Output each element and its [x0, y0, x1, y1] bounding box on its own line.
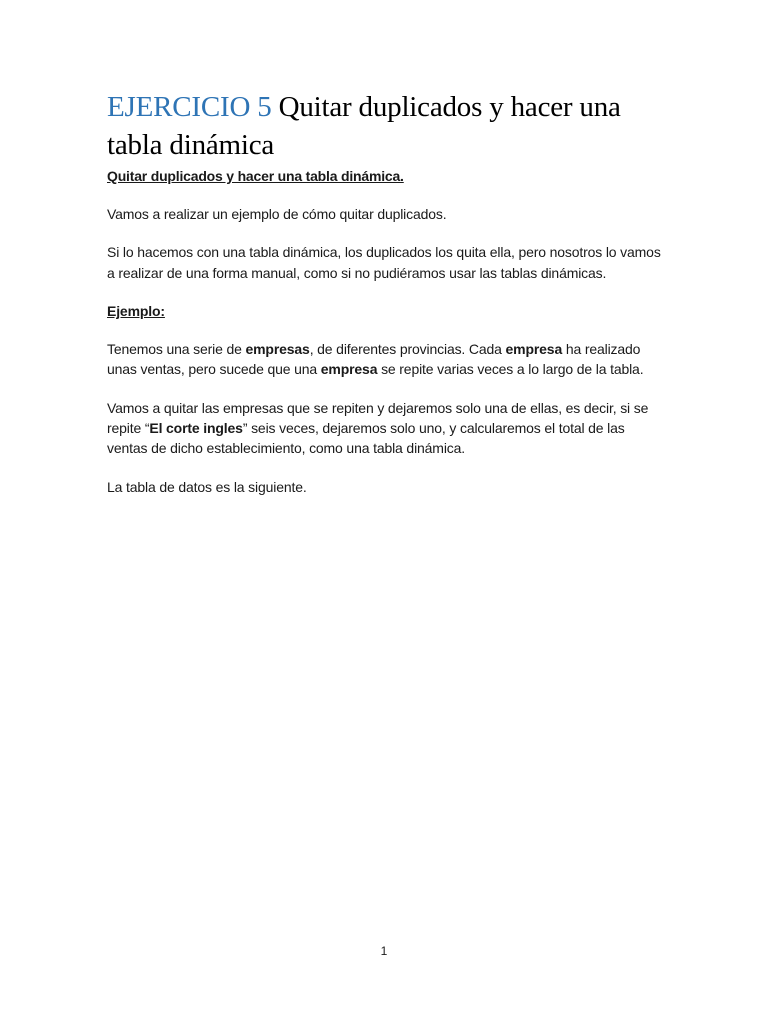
text-run: , de diferentes provincias. Cada [309, 341, 506, 358]
text-run: Tenemos una serie de [107, 341, 246, 358]
bold-run: El corte ingles [149, 420, 243, 437]
page-title [107, 88, 667, 164]
text-run: se repite varias veces a lo largo de la tabla. [377, 361, 644, 378]
bold-run: empresas [245, 341, 310, 358]
title-text: Quitar duplicados y hacer una tabla dinámica [107, 91, 621, 161]
text-run: ha realizado unas ventas, pero sucede que una [107, 341, 641, 378]
paragraph-plan [107, 398, 667, 459]
exercise-number: EJERCICIO 5 [107, 91, 272, 123]
text-run: Vamos a quitar las empresas que se repiten y dejaremos solo una de ellas, es decir, si se repite “ [107, 399, 649, 437]
section-subtitle: Quitar duplicados y hacer una tabla dinámica. [107, 168, 404, 184]
page-number: 1 [380, 944, 388, 958]
paragraph-intro: Vamos a realizar un ejemplo de cómo quitar duplicados. [107, 206, 447, 222]
document-page [107, 88, 667, 497]
text-run: ” seis veces, dejaremos solo uno, y calcularemos el total de las ventas de dicho establecimiento, como una tabla dinámica. [107, 420, 625, 457]
paragraph-companies [107, 339, 667, 380]
bold-run: empresa [505, 341, 563, 358]
example-heading: Ejemplo: [107, 302, 165, 319]
paragraph-table-intro: La tabla de datos es la siguiente. [107, 478, 307, 495]
paragraph-context: Si lo hacemos con una tabla dinámica, los duplicados los quita ella, pero nosotros lo vamos a realizar de una forma manual, como si no pudiéramos usar las tablas dinámicas. [107, 244, 661, 281]
bold-run: empresa [320, 361, 378, 378]
